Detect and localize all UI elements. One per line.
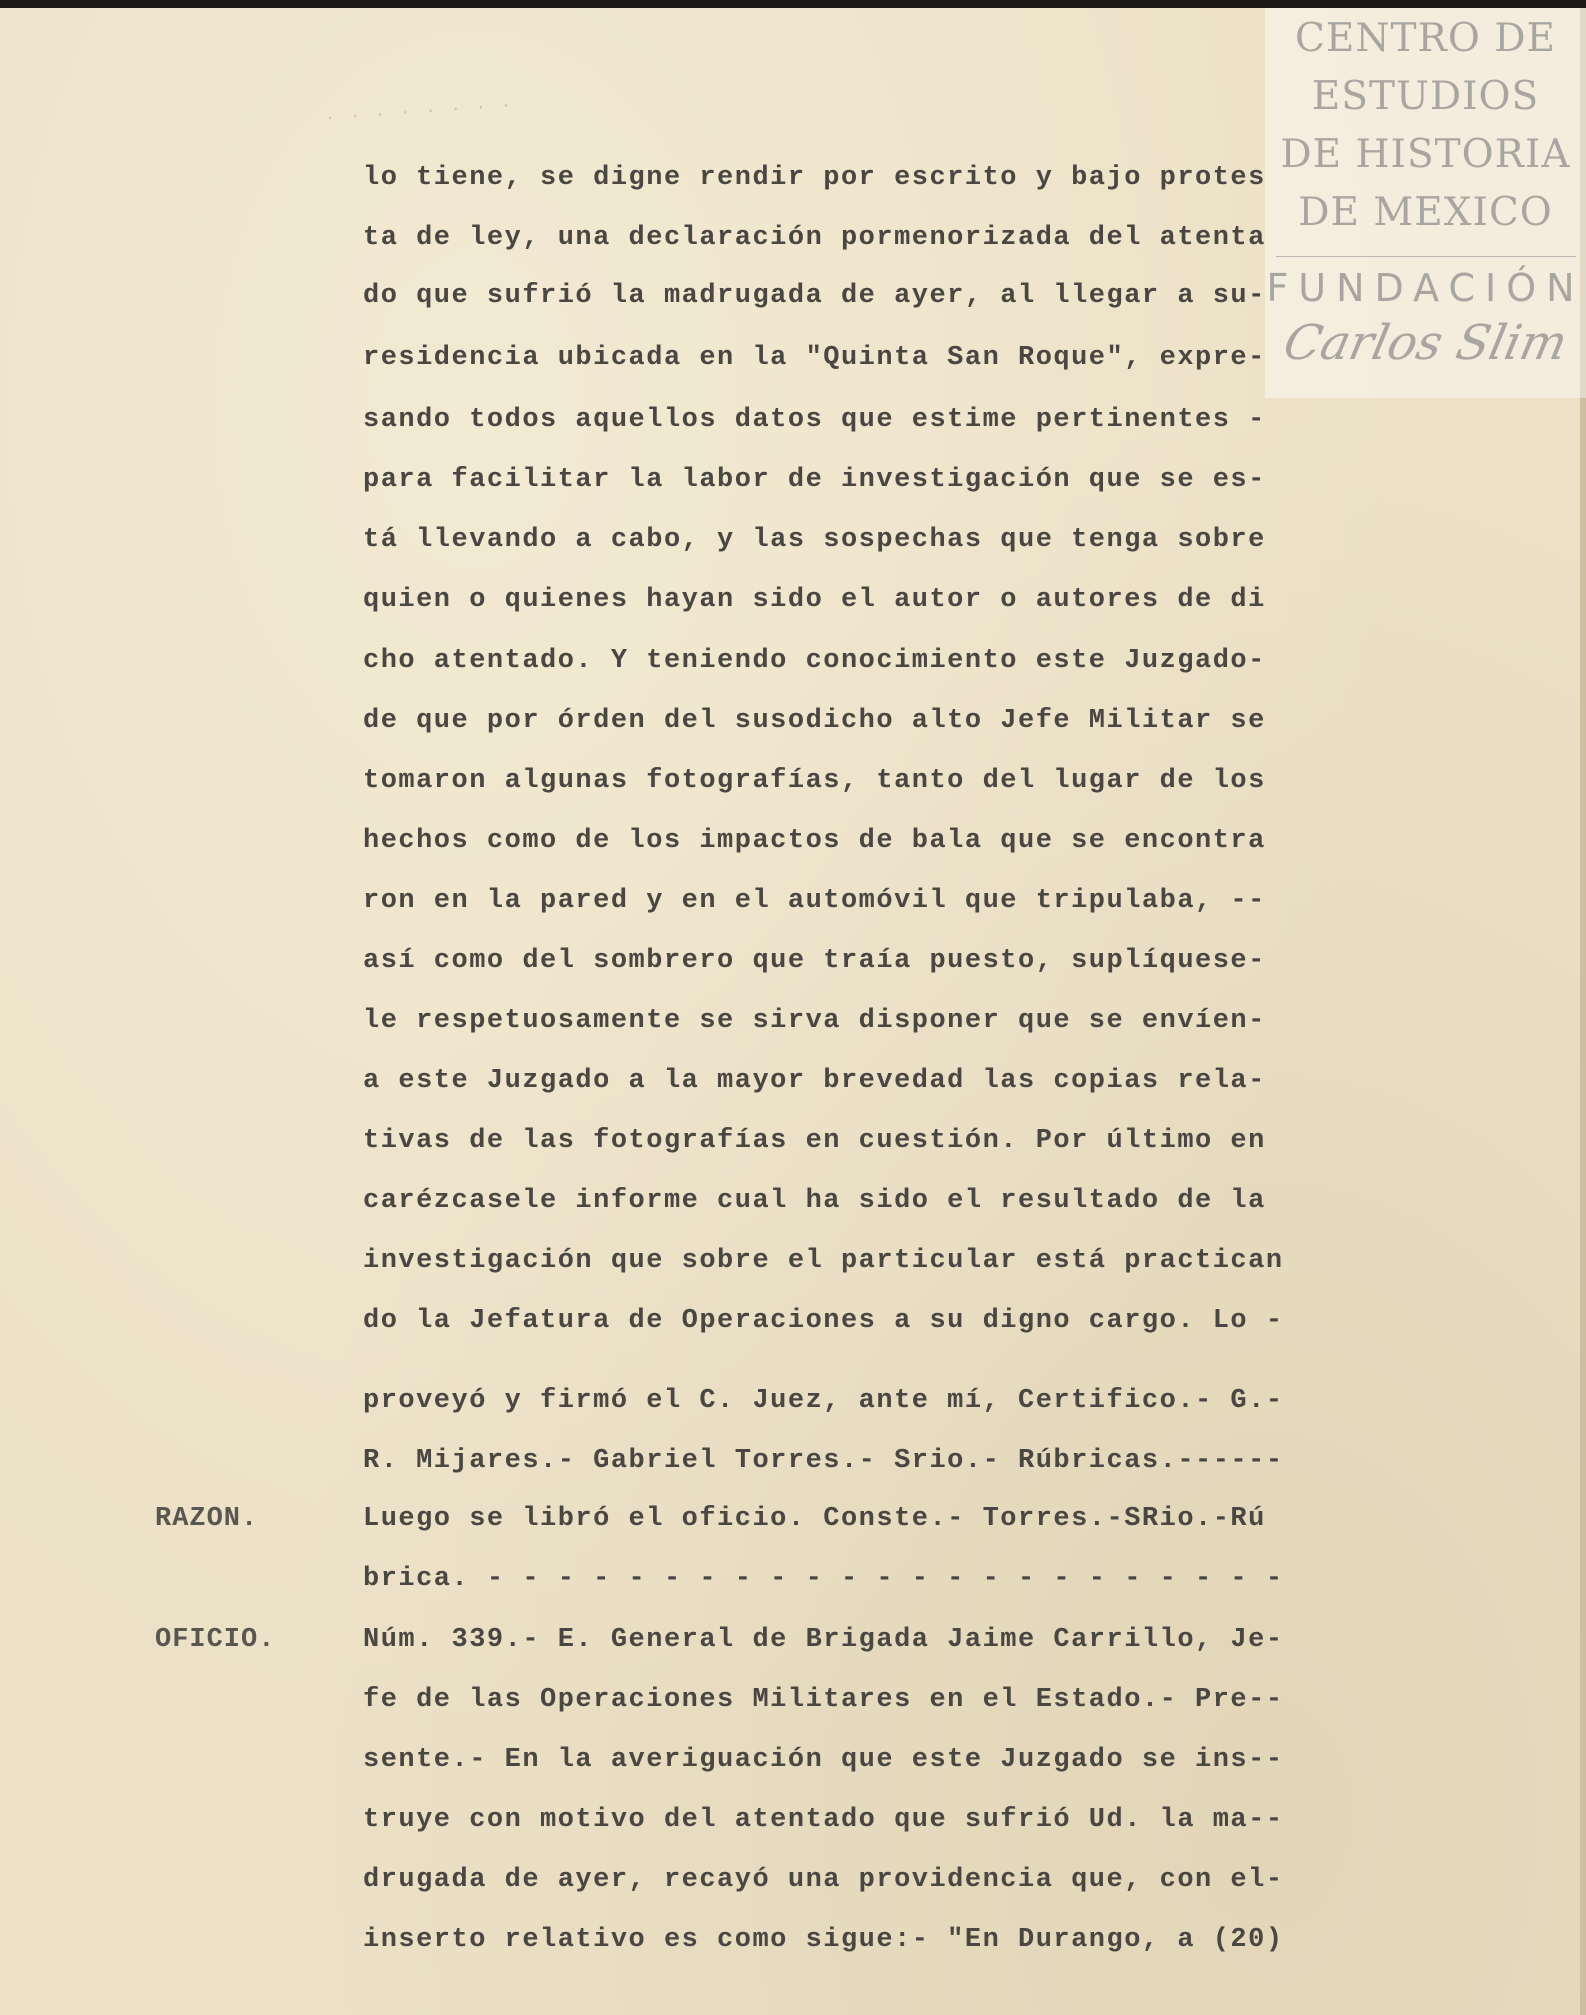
text-line-9: cho atentado. Y teniendo conocimiento este Juzgado- [363, 646, 1266, 676]
watermark-signature: Carlos Slim [1278, 315, 1573, 371]
text-line-7: tá llevando a cabo, y las sospechas que tenga sobre [363, 525, 1266, 555]
text-line-19: investigación que sobre el particular está practican [363, 1246, 1284, 1276]
text-line-4: residencia ubicada en la "Quinta San Roque", expre- [363, 343, 1266, 373]
watermark-line-4: DE MEXICO [1298, 190, 1553, 235]
margin-label-razon: RAZON. [155, 1504, 259, 1534]
watermark-divider [1276, 256, 1576, 257]
text-line-5: sando todos aquellos datos que estime pertinentes - [363, 405, 1266, 435]
text-line-8: quien o quienes hayan sido el autor o autores de di [363, 585, 1266, 615]
text-line-16: a este Juzgado a la mayor brevedad las copias rela- [363, 1066, 1266, 1096]
text-line-12: hechos como de los impactos de bala que se encontra [363, 826, 1266, 856]
text-line-21: proveyó y firmó el C. Juez, ante mí, Certifico.- G.- [363, 1386, 1284, 1416]
text-line-15: le respetuosamente se sirva disponer que se envíen- [363, 1006, 1266, 1036]
text-line-23: Luego se libró el oficio. Conste.- Torres.-SRio.-Rú [363, 1504, 1266, 1534]
text-line-2: ta de ley, una declaración pormenorizada del atenta [363, 223, 1266, 253]
watermark-line-1: CENTRO DE [1295, 16, 1556, 61]
watermark-line-3: DE HISTORIA [1280, 132, 1571, 177]
text-line-1: lo tiene, se digne rendir por escrito y bajo protes [363, 163, 1266, 193]
text-line-17: tivas de las fotografías en cuestión. Por último en [363, 1126, 1266, 1156]
text-line-18: carézcasele informe cual ha sido el resultado de la [363, 1186, 1266, 1216]
text-line-29: drugada de ayer, recayó una providencia que, con el- [363, 1865, 1284, 1895]
text-line-27: sente.- En la averiguación que este Juzgado se ins-- [363, 1745, 1284, 1775]
text-line-11: tomaron algunas fotografías, tanto del lugar de los [363, 766, 1266, 796]
text-line-10: de que por órden del susodicho alto Jefe Militar se [363, 706, 1266, 736]
document-page [0, 8, 1586, 2015]
faint-stamp-mark: · · · · · · · · [324, 96, 515, 128]
text-line-3: do que sufrió la madrugada de ayer, al llegar a su- [363, 281, 1266, 311]
text-line-20: do la Jefatura de Operaciones a su digno cargo. Lo - [363, 1306, 1284, 1336]
text-line-6: para facilitar la labor de investigación que se es- [363, 465, 1266, 495]
text-line-25: Núm. 339.- E. General de Brigada Jaime Carrillo, Je- [363, 1625, 1284, 1655]
text-line-24: brica. - - - - - - - - - - - - - - - - - - - - - - - [363, 1564, 1284, 1594]
text-line-22: R. Mijares.- Gabriel Torres.- Srio.- Rúbricas.------ [363, 1446, 1284, 1476]
text-line-30: inserto relativo es como sigue:- "En Durango, a (20) [363, 1925, 1284, 1955]
text-line-14: así como del sombrero que traía puesto, suplíquese- [363, 946, 1266, 976]
archive-watermark [1265, 8, 1586, 398]
watermark-foundation: FUNDACIÓN [1266, 266, 1585, 310]
margin-label-oficio: OFICIO. [155, 1625, 276, 1655]
watermark-line-2: ESTUDIOS [1311, 74, 1540, 119]
text-line-26: fe de las Operaciones Militares en el Estado.- Pre-- [363, 1685, 1284, 1715]
text-line-13: ron en la pared y en el automóvil que tripulaba, -- [363, 886, 1266, 916]
text-line-28: truye con motivo del atentado que sufrió Ud. la ma-- [363, 1805, 1284, 1835]
